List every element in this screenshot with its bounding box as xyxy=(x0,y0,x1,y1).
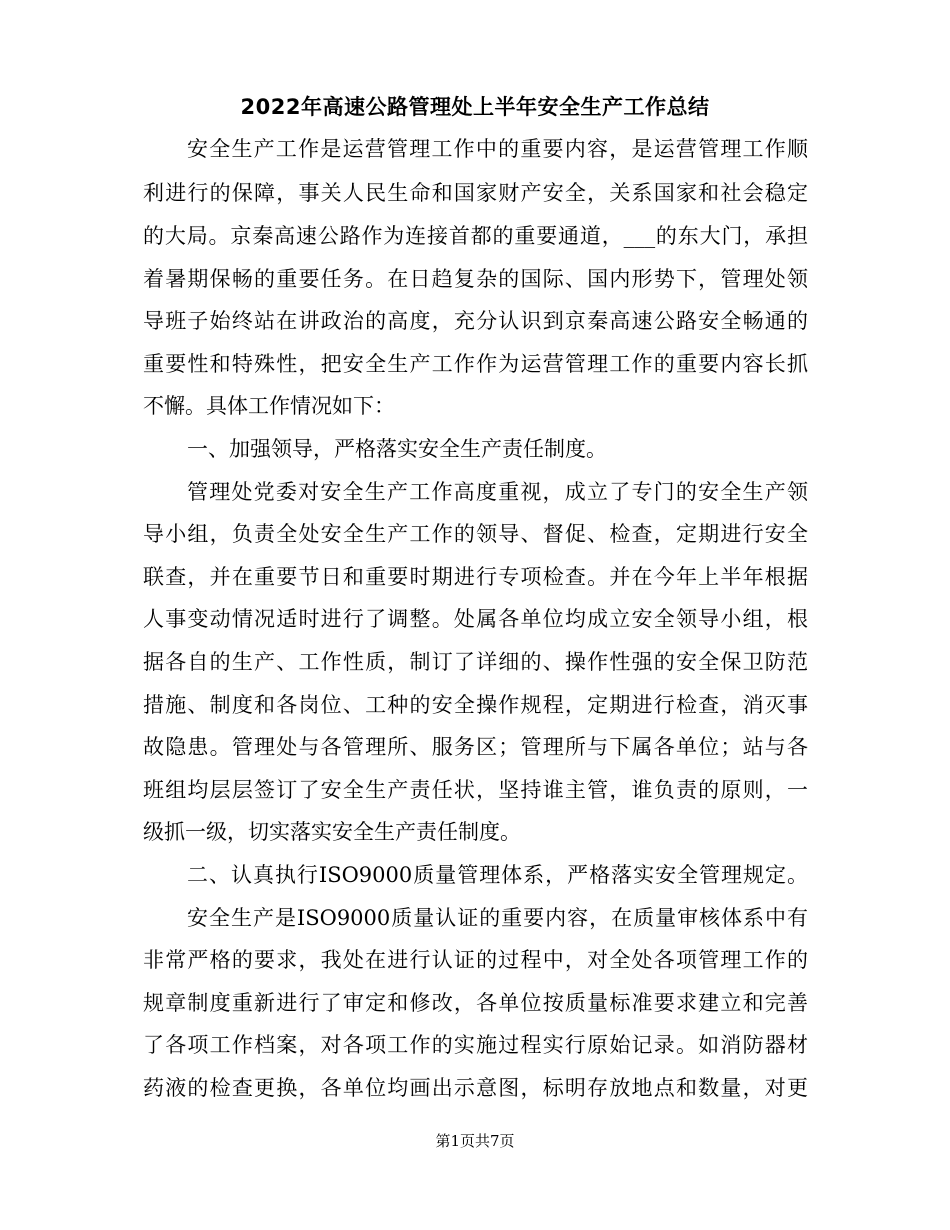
section-heading: 一、加强领导，严格落实安全生产责任制度。 xyxy=(187,437,607,461)
paragraph-line: 级抓一级，切实落实安全生产责任制度。 xyxy=(143,820,521,844)
paragraph-line: 安全生产是ISO9000质量认证的重要内容，在质量审核体系中有 xyxy=(187,906,808,930)
paragraph-line: 着暑期保畅的重要任务。在日趋复杂的国际、国内形势下，管理处领 xyxy=(143,267,808,291)
paragraph-line: 班组均层层签订了安全生产责任状，坚持谁主管，谁负责的原则，一 xyxy=(143,778,808,802)
paragraph-line: 联查，并在重要节日和重要时期进行专项检查。并在今年上半年根据 xyxy=(143,565,808,589)
paragraph-line: 药液的检查更换，各单位均画出示意图，标明存放地点和数量，对更 xyxy=(143,1076,808,1100)
paragraph-line: 管理处党委对安全生产工作高度重视，成立了专门的安全生产领 xyxy=(187,480,808,504)
paragraph-line: 措施、制度和各岗位、工种的安全操作规程，定期进行检查，消灭事 xyxy=(143,693,808,717)
document-title: 2022年高速公路管理处上半年安全生产工作总结 xyxy=(240,95,710,119)
paragraph-line: 规章制度重新进行了审定和修改，各单位按质量标准要求建立和完善 xyxy=(143,991,808,1015)
paragraph-line: 人事变动情况适时进行了调整。处属各单位均成立安全领导小组，根 xyxy=(143,607,808,631)
section-heading: 二、认真执行ISO9000质量管理体系，严格落实安全管理规定。 xyxy=(187,863,808,887)
paragraph-line: 非常严格的要求，我处在进行认证的过程中，对全处各项管理工作的 xyxy=(143,948,808,972)
paragraph-line: 了各项工作档案，对各项工作的实施过程实行原始记录。如消防器材 xyxy=(143,1033,808,1057)
paragraph-line: 导小组，负责全处安全生产工作的领导、督促、检查，定期进行安全 xyxy=(143,522,808,546)
paragraph-line: 导班子始终站在讲政治的高度，充分认识到京秦高速公路安全畅通的 xyxy=(143,309,808,333)
paragraph-line: 不懈。具体工作情况如下： xyxy=(143,394,395,418)
paragraph-line: 的大局。京秦高速公路作为连接首都的重要通道，___的东大门，承担 xyxy=(143,224,808,248)
paragraph-line: 故隐患。管理处与各管理所、服务区；管理所与下属各单位；站与各 xyxy=(143,735,808,759)
paragraph-line: 安全生产工作是运营管理工作中的重要内容，是运营管理工作顺 xyxy=(187,137,808,161)
page-number-footer: 第1页共7页 xyxy=(435,1132,515,1150)
paragraph-line: 利进行的保障，事关人民生命和国家财产安全，关系国家和社会稳定 xyxy=(143,181,808,205)
paragraph-line: 重要性和特殊性，把安全生产工作作为运营管理工作的重要内容长抓 xyxy=(143,352,808,376)
paragraph-line: 据各自的生产、工作性质，制订了详细的、操作性强的安全保卫防范 xyxy=(143,650,808,674)
